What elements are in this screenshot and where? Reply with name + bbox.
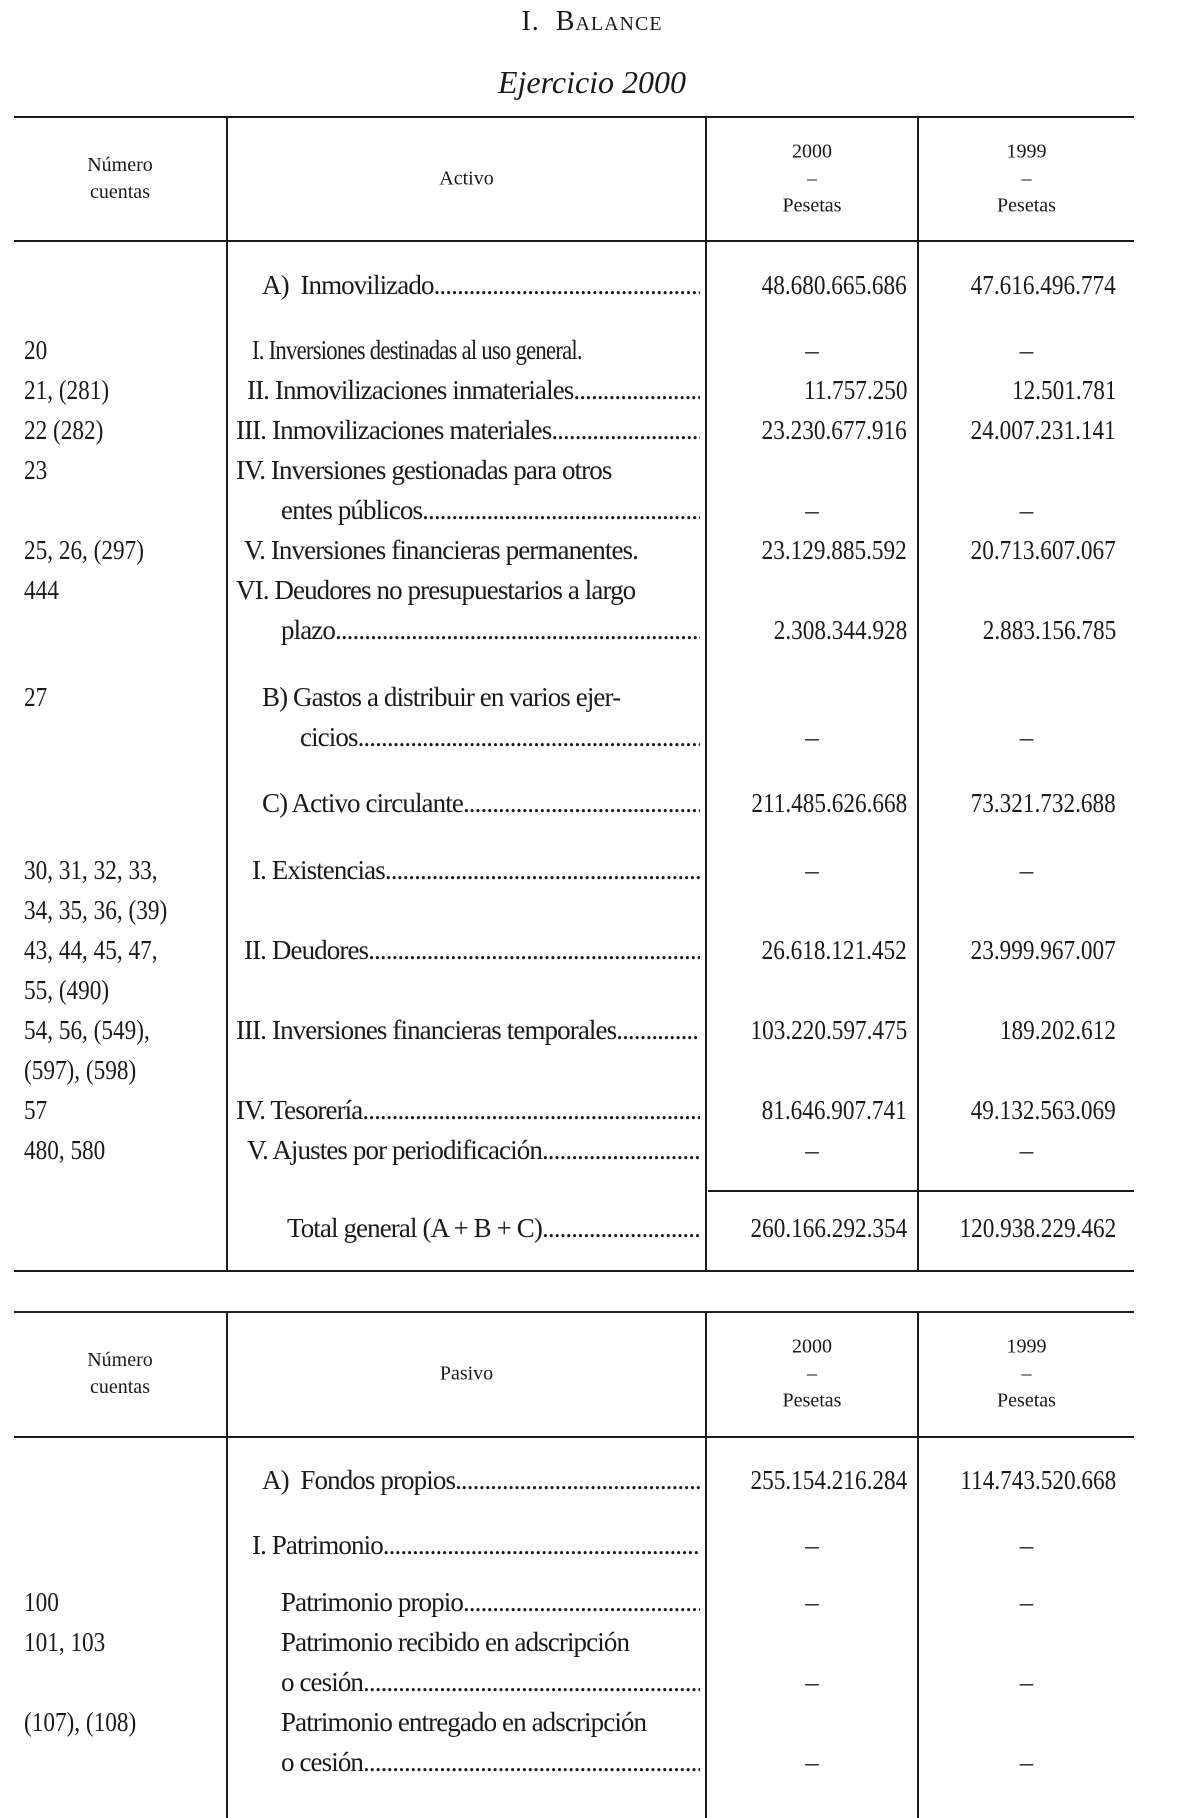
row-label: Patrimonio entregado en adscripción [281,1707,647,1737]
account-number: 25, 26, (297) [24,535,144,565]
value-2000: 2.308.344.928 [773,615,907,645]
value-2000: 11.757.250 [803,375,907,405]
value-2000: – [805,855,819,885]
title-word: Balance [555,6,663,37]
value-1999: – [1019,1747,1034,1777]
row-label: II. Inmovilizaciones inmateriales ..... [247,375,700,406]
row-label: A) Fondos propios ..... [262,1465,700,1496]
value-1999: – [1019,495,1034,525]
account-number: 20 [24,335,48,365]
account-number: (597), (598) [24,1055,137,1085]
value-1999: 49.132.563.069 [970,1095,1116,1125]
account-number: 43, 44, 45, 47, [24,935,158,965]
value-2000: 103.220.597.475 [750,1015,907,1045]
value-2000: – [805,1587,819,1617]
value-1999: 47.616.496.774 [970,270,1116,300]
header-2000: 2000 – Pesetas [782,1335,842,1412]
row-label: Patrimonio propio ..... [281,1587,700,1618]
row-label: Patrimonio recibido en adscripción [281,1627,630,1657]
account-number: 480, 580 [24,1135,106,1165]
header-account-numbers: Número cuentas [87,1349,153,1398]
value-1999: 20.713.607.067 [970,535,1116,565]
total-2000: 260.166.292.354 [750,1213,907,1243]
header-1999: 1999 – Pesetas [997,1335,1056,1412]
title-roman: I. [521,6,540,37]
row-label: III. Inmovilizaciones materiales ..... [236,415,700,446]
value-1999: 2.883.156.785 [982,615,1116,645]
value-2000: – [805,335,819,365]
value-2000: – [805,722,819,752]
row-label: IV. Tesorería ..... [236,1095,700,1126]
value-2000: 23.230.677.916 [761,415,907,445]
document-title [0,6,1184,38]
value-2000: 26.618.121.452 [761,935,907,965]
value-1999: 24.007.231.141 [970,415,1116,445]
account-number: 30, 31, 32, 33, [24,855,158,885]
value-2000: 81.646.907.741 [761,1095,907,1125]
row-label-continuation: plazo ..... [281,615,700,646]
value-2000: – [805,1530,819,1560]
total-label: Total general (A + B + C) ..... [287,1213,700,1244]
row-label: B) Gastos a distribuir en varios ejer- [262,682,621,712]
value-1999: 189.202.612 [999,1015,1116,1045]
account-number: 100 [24,1587,59,1617]
row-label: V. Ajustes por periodificación ..... [247,1135,700,1166]
value-2000: – [805,1135,819,1165]
header-activo: Activo [439,167,494,190]
header-2000: 2000 – Pesetas [782,140,842,217]
row-label-continuation: o cesión ..... [281,1747,700,1778]
account-number: 23 [24,455,48,485]
value-2000: 23.129.885.592 [761,535,907,565]
account-number: 21, (281) [24,375,110,405]
value-1999: 12.501.781 [1011,375,1116,405]
value-2000: 211.485.626.668 [751,788,907,818]
row-label: C) Activo circulante ..... [262,788,700,819]
row-label: V. Inversiones financieras permanentes. [244,535,638,565]
value-1999: 73.321.732.688 [970,788,1116,818]
account-number: 34, 35, 36, (39) [24,895,168,925]
value-1999: 23.999.967.007 [970,935,1116,965]
account-number: 101, 103 [24,1627,106,1657]
value-2000: – [805,1667,819,1697]
value-1999: – [1019,1135,1034,1165]
account-number: (107), (108) [24,1707,137,1737]
value-2000: 48.680.665.686 [761,270,907,300]
header-pasivo: Pasivo [439,1362,494,1385]
value-1999: 114.743.520.668 [960,1465,1116,1495]
row-label-continuation: o cesión ..... [281,1667,700,1698]
value-1999: – [1019,722,1034,752]
value-2000: – [805,1747,819,1777]
row-label: VI. Deudores no presupuestarios a largo [236,575,636,605]
header-1999: 1999 – Pesetas [997,140,1056,217]
value-1999: – [1019,855,1034,885]
value-1999: – [1019,1667,1034,1697]
account-number: 444 [24,575,59,605]
row-label-continuation: entes públicos ..... [281,495,700,526]
row-label: III. Inversiones financieras temporales ..... [236,1015,700,1046]
row-label: I. Existencias ..... [252,855,700,886]
account-number: 55, (490) [24,975,110,1005]
value-2000: – [805,495,819,525]
row-label: A) Inmovilizado ..... [262,270,700,301]
account-number: 22 (282) [24,415,104,445]
row-label: IV. Inversiones gestionadas para otros [236,455,612,485]
row-label: II. Deudores ..... [244,935,700,966]
account-number: 27 [24,682,48,712]
value-2000: 255.154.216.284 [750,1465,907,1495]
total-1999: 120.938.229.462 [959,1213,1116,1243]
account-number: 57 [24,1095,48,1125]
value-1999: – [1019,1587,1034,1617]
row-label: I. Patrimonio ..... [252,1530,700,1561]
document-subtitle: Ejercicio 2000 [497,64,687,100]
row-label-continuation: cicios ..... [300,722,700,753]
value-1999: – [1019,335,1034,365]
account-number: 54, 56, (549), [24,1015,150,1045]
value-1999: – [1019,1530,1034,1560]
header-account-numbers: Número cuentas [87,154,153,203]
row-label: I. Inversiones destinadas al uso general. [252,335,582,365]
